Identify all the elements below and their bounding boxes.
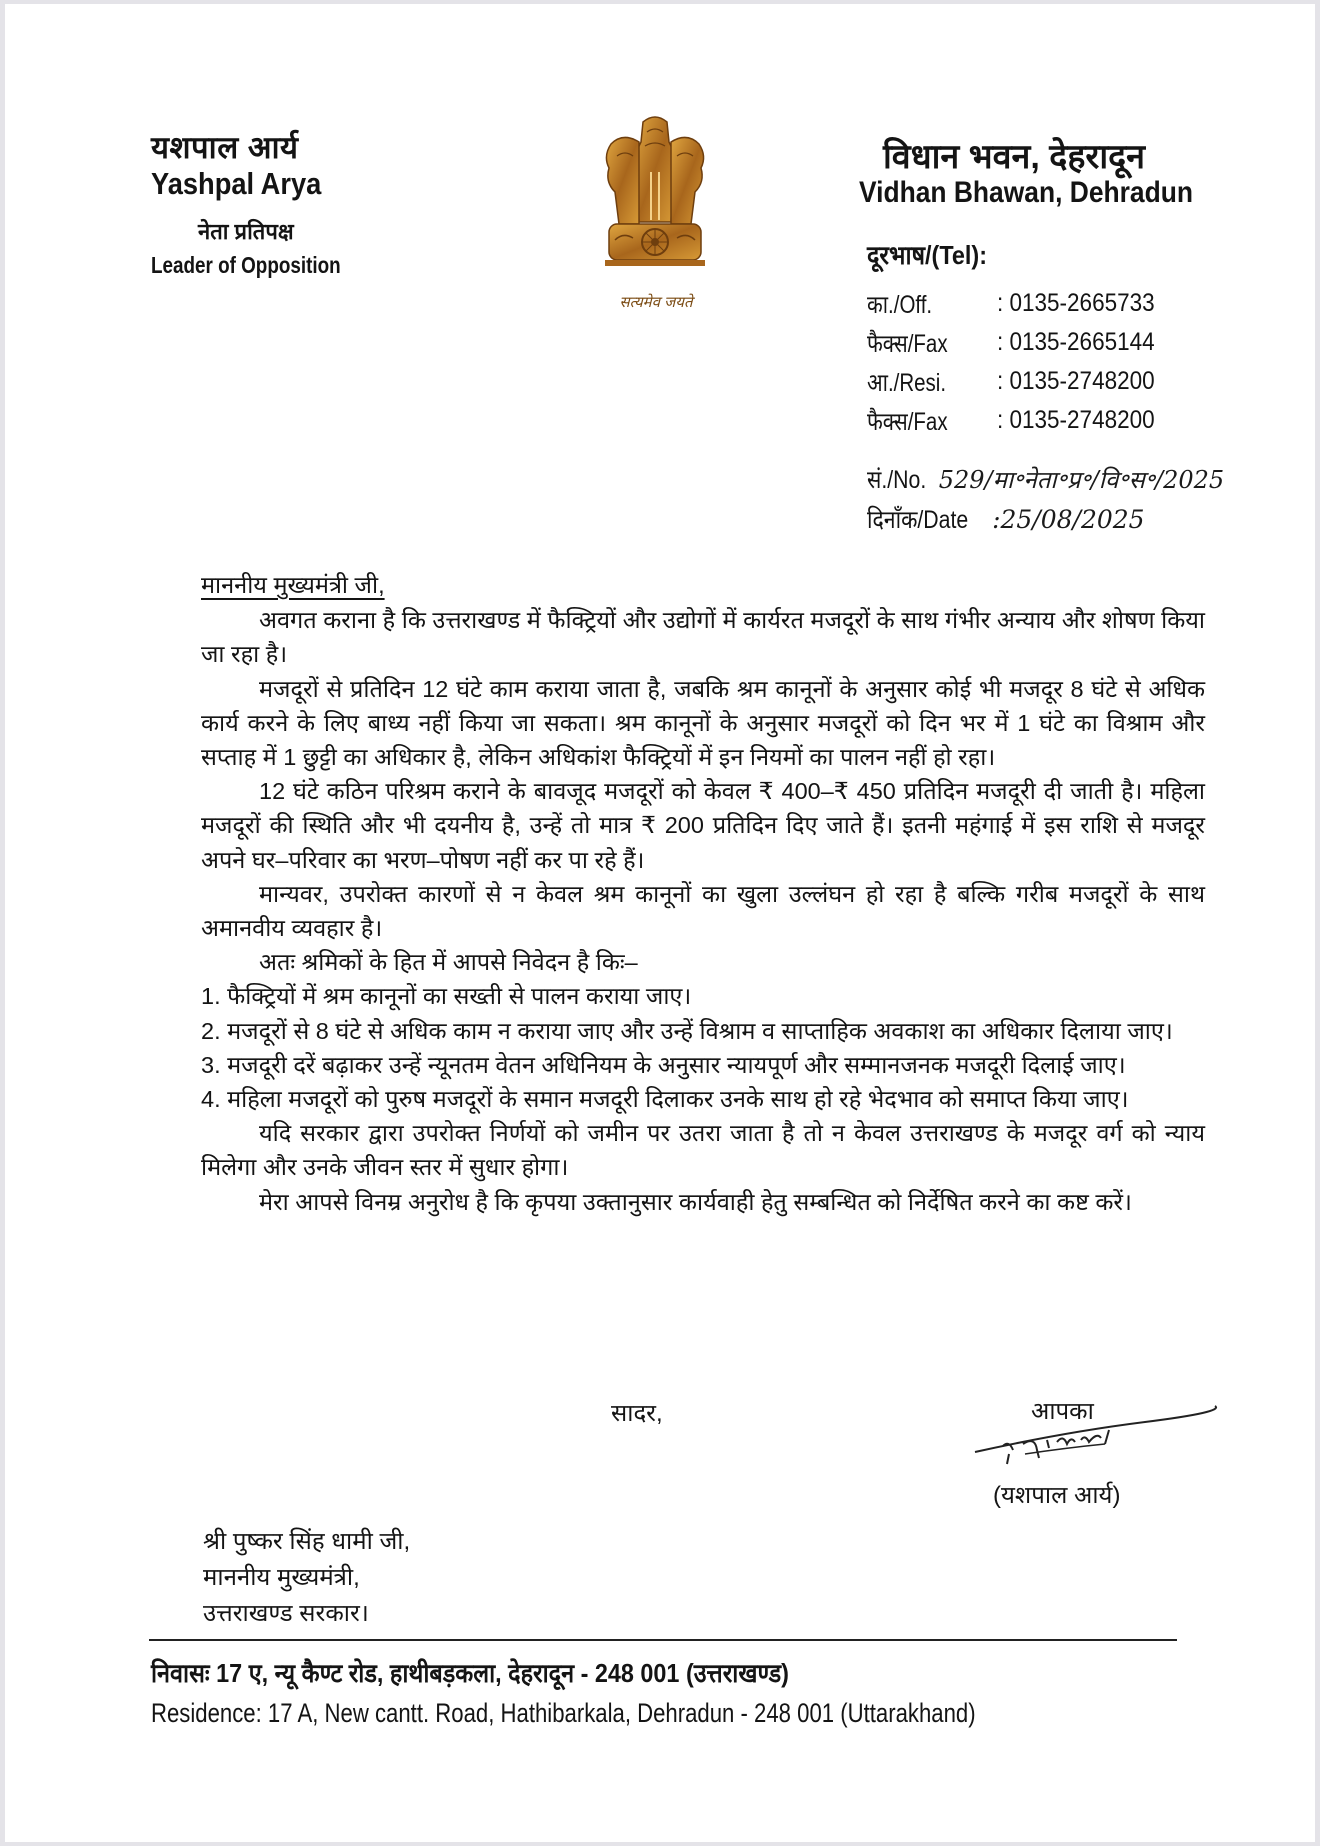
contact-row-office (867, 284, 1172, 323)
paragraph: मेरा आपसे विनम्र अनुरोध है कि कृपया उक्तानुसार कार्यवाही हेतु सम्बन्धित को निर्देषित करने का कष्ट करें। (259, 1188, 1132, 1215)
sender-role-hindi: नेता प्रतिपक्ष (198, 219, 294, 244)
sender-name-hindi: यशपाल आर्य (151, 130, 299, 165)
regards-text: सादर, (611, 1400, 663, 1427)
request-item: 1. फैक्ट्रियों में श्रम कानूनों का सख्ती से पालन कराया जाए। (201, 983, 692, 1010)
reference-value: 529/मा॰नेता॰प्र॰/वि॰स॰/2025 (938, 466, 1225, 494)
contact-label: फैक्स/Fax (867, 407, 948, 436)
residence-address-english: Residence: 17 A, New cantt. Road, Hathibarkala, Dehradun - 248 001 (Uttarakhand) (151, 1698, 976, 1728)
paragraph: यदि सरकार द्वारा उपरोक्त निर्णयों को जमीन पर उतरा जाता है तो न केवल उत्तराखण्ड के मजदूर वर्ग को न्याय मिलेगा और उनके जीवन स्तर में सुधार होगा। (201, 1120, 1205, 1181)
office-place-hindi: विधान भवन, देहरादून (883, 138, 1146, 176)
date-value: :25/08/2025 (992, 505, 1145, 534)
addressee-line: श्री पुष्कर सिंह धामी जी, (203, 1528, 411, 1555)
paragraph: मजदूरों से प्रतिदिन 12 घंटे काम कराया जाता है, जबकि श्रम कानूनों के अनुसार कोई भी मजदूर 8 घंटे से अधिक कार्य करने के लिए बाध्य नहीं किया जा सकता। श्रम कानूनों के अनुसार मजदूरों को दिन भर में 1 घंटे का विश्राम और सप्ताह में 1 छुट्टी का अधिकार है, लेकिन अधिकांश फैक्ट्रियों में इन नियमों का पालन नहीं हो रहा। (201, 675, 1205, 771)
signature-icon (945, 1392, 1225, 1482)
letter-page (5, 4, 1315, 1842)
signatory-name: (यशपाल आर्य) (993, 1482, 1121, 1509)
ashoka-emblem-icon (595, 112, 715, 282)
paragraph: 12 घंटे कठिन परिश्रम कराने के बावजूद मजदूरों को केवल ₹ 400–₹ 450 प्रतिदिन मजदूरी दी जाती है। महिला मजदूरों की स्थिति और भी दयनीय है, उन्हें तो मात्र ₹ 200 प्रतिदिन दिए जाते हैं। इतनी महंगाई में इस राशि से मजदूर अपने घर–परिवार का भरण–पोषण नहीं कर पा रहे हैं। (201, 778, 1205, 873)
footer-divider (149, 1639, 1177, 1641)
letter-body (201, 568, 1205, 1219)
addressee-line: माननीय मुख्यमंत्री, (203, 1564, 360, 1591)
salutation: माननीय मुख्यमंत्री जी, (201, 572, 385, 598)
office-place-english: Vidhan Bhawan, Dehradun (859, 176, 1193, 209)
reference-number (867, 462, 1224, 496)
request-item: 2. मजदूरों से 8 घंटे से अधिक काम न कराया जाए और उन्हें विश्राम व साप्ताहिक अवकाश का अधिकार दिलाया जाए। (201, 1017, 1173, 1044)
contact-value: : 0135-2665733 (997, 289, 1155, 317)
contact-value: : 0135-2748200 (997, 406, 1155, 434)
contact-row-residence-fax (867, 401, 1172, 440)
residence-address-hindi: निवासः 17 ए, न्यू कैण्ट रोड, हाथीबड़कला, देहरादून - 248 001 (उत्तराखण्ड) (151, 1658, 789, 1688)
sender-name-english: Yashpal Arya (151, 166, 322, 201)
contact-label: का./Off. (867, 290, 933, 319)
request-item: 3. मजदूरी दरें बढ़ाकर उन्हें न्यूनतम वेतन अधिनियम के अनुसार न्यायपूर्ण और सम्मानजनक मजदूरी दिलाई जाए। (201, 1051, 1126, 1078)
contact-label: आ./Resi. (867, 368, 947, 397)
paragraph: अवगत कराना है कि उत्तराखण्ड में फैक्ट्रियों और उद्योगों में कार्यरत मजदूरों के साथ गंभीर अन्याय और शोषण किया जा रहा है। (201, 607, 1205, 668)
reference-label: सं./No. (867, 466, 927, 494)
contact-list (867, 284, 1172, 440)
contact-row-office-fax (867, 323, 1172, 362)
telephone-heading: दूरभाष/(Tel): (867, 240, 987, 270)
addressee-block (203, 1524, 410, 1632)
paragraph: मान्यवर, उपरोक्त कारणों से न केवल श्रम कानूनों का खुला उल्लंघन हो रहा है बल्कि गरीब मजदूरों के साथ अमानवीय व्यवहार है। (201, 880, 1205, 942)
yours-text: आपका (1031, 1398, 1094, 1425)
letter-date (867, 502, 1145, 536)
emblem-motto: सत्यमेव जयते (619, 294, 693, 311)
contact-row-residence (867, 362, 1172, 401)
date-label: दिनाँक/Date (867, 506, 969, 534)
contact-label: फैक्स/Fax (867, 329, 948, 358)
contact-value: : 0135-2748200 (997, 367, 1155, 395)
contact-value: : 0135-2665144 (997, 328, 1155, 356)
request-item: 4. महिला मजदूरों को पुरुष मजदूरों के समान मजदूरी दिलाकर उनके साथ हो रहे भेदभाव को समाप्त किया जाए। (201, 1086, 1129, 1113)
addressee-line: उत्तराखण्ड सरकार। (203, 1600, 369, 1627)
paragraph: अतः श्रमिकों के हित में आपसे निवेदन है किः– (259, 949, 638, 976)
sender-role-english: Leader of Opposition (151, 252, 341, 278)
